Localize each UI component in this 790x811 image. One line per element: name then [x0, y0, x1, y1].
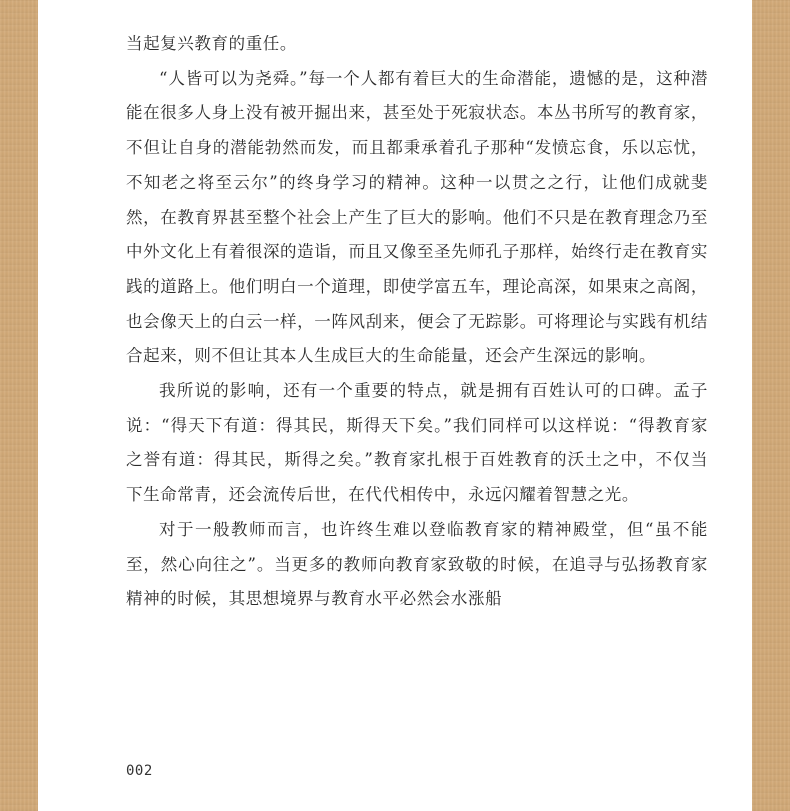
background-right [752, 0, 790, 811]
paragraph-2: “人皆可以为尧舜。”每一个人都有着巨大的生命潜能，遗憾的是，这种潜能在很多人身上没有被开掘出来，甚至处于死寂状态。本丛书所写的教育家，不但让自身的潜能勃然而发，而且都秉承着孔子那种“发愤忘食，乐以忘忧，不知老之将至云尔”的终身学习的精神。这种一以贯之之行，让他们成就斐然，在教育界甚至整个社会上产生了巨大的影响。他们不只是在教育理念乃至中外文化上有着很深的造诣，而且又像至圣先师孔子那样，始终行走在教育实践的道路上。他们明白一个道理，即使学富五车，理论高深，如果束之高阁，也会像天上的白云一样，一阵风刮来，便会了无踪影。可将理论与实践有机结合起来，则不但让其本人生成巨大的生命能量，还会产生深远的影响。 [126, 68, 708, 366]
book-page [38, 0, 752, 811]
paragraph-3: 我所说的影响，还有一个重要的特点，就是拥有百姓认可的口碑。孟子说：“得天下有道：得其民，斯得天下矣。”我们同样可以这样说：“得教育家之誉有道：得其民，斯得之矣。”教育家扎根于百姓教育的沃土之中，不仅当下生命常青，还会流传后世，在代代相传中，永远闪耀着智慧之光。 [126, 381, 708, 505]
body-text [126, 27, 708, 617]
background-left [0, 0, 38, 811]
page-number: 002 [126, 763, 153, 779]
paragraph-4: 对于一般教师而言，也许终生难以登临教育家的精神殿堂，但“虽不能至，然心向往之”。当更多的教师向教育家致敬的时候，在追寻与弘扬教育家精神的时候，其思想境界与教育水平必然会水涨船 [126, 519, 708, 609]
paragraph-1: 当起复兴教育的重任。 [126, 34, 297, 53]
